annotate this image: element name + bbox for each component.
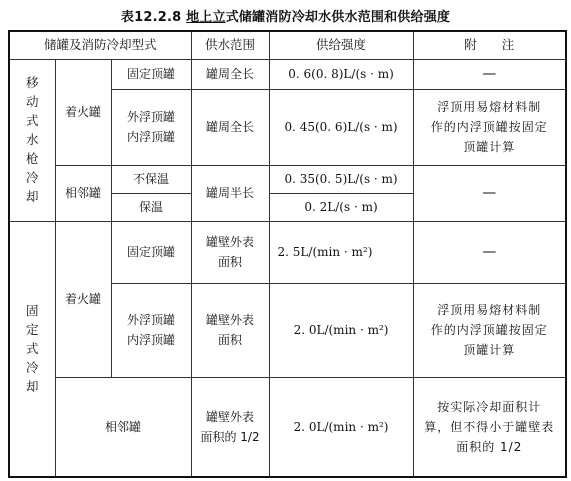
group-mobile-cell xyxy=(9,59,55,221)
dash-mark: — xyxy=(482,66,497,82)
fixed-fixed-roof-label: 固定顶罐 xyxy=(111,221,191,283)
header-row xyxy=(9,31,566,59)
mobile-no-insulation-label: 不保温 xyxy=(111,165,191,193)
header-type: 储罐及消防冷却型式 xyxy=(9,31,191,59)
table-row xyxy=(9,165,566,193)
header-intensity: 供给强度 xyxy=(269,31,413,59)
mobile-insulation-intensity: 0. 2L/(s · m) xyxy=(269,193,413,221)
mobile-adjacent-label: 相邻罐 xyxy=(55,165,111,221)
mobile-fire-label: 着火罐 xyxy=(55,59,111,165)
fixed-adjacent-intensity: 2. 0L/(min · m²) xyxy=(269,377,413,477)
header-note: 附 注 xyxy=(413,31,566,59)
group-mobile-label: 移动式水枪冷却 xyxy=(25,75,39,204)
group-fixed-cell xyxy=(9,221,55,477)
fixed-floating-roof-label: 外浮顶罐 内浮顶罐 xyxy=(111,283,191,377)
mobile-no-insulation-intensity: 0. 35(0. 5)L/(s · m) xyxy=(269,165,413,193)
table-row xyxy=(9,59,566,89)
mobile-floating-note: 浮顶用易熔材料制 作的内浮顶罐按固定 顶罐计算 xyxy=(413,89,566,165)
table-title xyxy=(0,6,571,25)
group-fixed-label: 固定式冷却 xyxy=(25,302,39,394)
fixed-fixed-intensity: 2. 5L/(min · m²) xyxy=(269,221,413,283)
fixed-floating-range: 罐壁外表 面积 xyxy=(191,283,269,377)
mobile-insulation-label: 保温 xyxy=(111,193,191,221)
cooling-water-table xyxy=(8,30,567,478)
mobile-fixed-range: 罐周全长 xyxy=(191,59,269,89)
header-range: 供水范围 xyxy=(191,31,269,59)
mobile-adjacent-note xyxy=(413,165,566,221)
mobile-floating-range: 罐周全长 xyxy=(191,89,269,165)
dash-mark: — xyxy=(482,244,497,260)
fixed-fixed-note xyxy=(413,221,566,283)
fixed-fire-label: 着火罐 xyxy=(55,221,111,377)
mobile-fixed-note xyxy=(413,59,566,89)
fixed-adjacent-note: 按实际冷却面积计 算，但不得小于罐壁表 面积的 1/2 xyxy=(413,377,566,477)
dash-mark: — xyxy=(482,185,497,201)
mobile-floating-intensity: 0. 45(0. 6)L/(s · m) xyxy=(269,89,413,165)
title-underlined-text: 地上立 xyxy=(186,10,226,25)
fixed-adjacent-label: 相邻罐 xyxy=(55,377,191,477)
table-number: 表12.2.8 xyxy=(120,10,182,25)
table-row xyxy=(9,377,566,477)
fixed-floating-intensity: 2. 0L/(min · m²) xyxy=(269,283,413,377)
fixed-adjacent-range: 罐壁外表 面积的 1/2 xyxy=(191,377,269,477)
fixed-floating-note: 浮顶用易熔材料制 作的内浮顶罐按固定 顶罐计算 xyxy=(413,283,566,377)
table-row xyxy=(9,221,566,283)
fixed-fixed-range: 罐壁外表 面积 xyxy=(191,221,269,283)
title-rest-text: 式储罐消防冷却水供水范围和供给强度 xyxy=(225,10,451,25)
mobile-floating-roof-label: 外浮顶罐 内浮顶罐 xyxy=(111,89,191,165)
mobile-fixed-intensity: 0. 6(0. 8)L/(s · m) xyxy=(269,59,413,89)
mobile-fixed-roof-label: 固定顶罐 xyxy=(111,59,191,89)
mobile-adjacent-range: 罐周半长 xyxy=(191,165,269,221)
